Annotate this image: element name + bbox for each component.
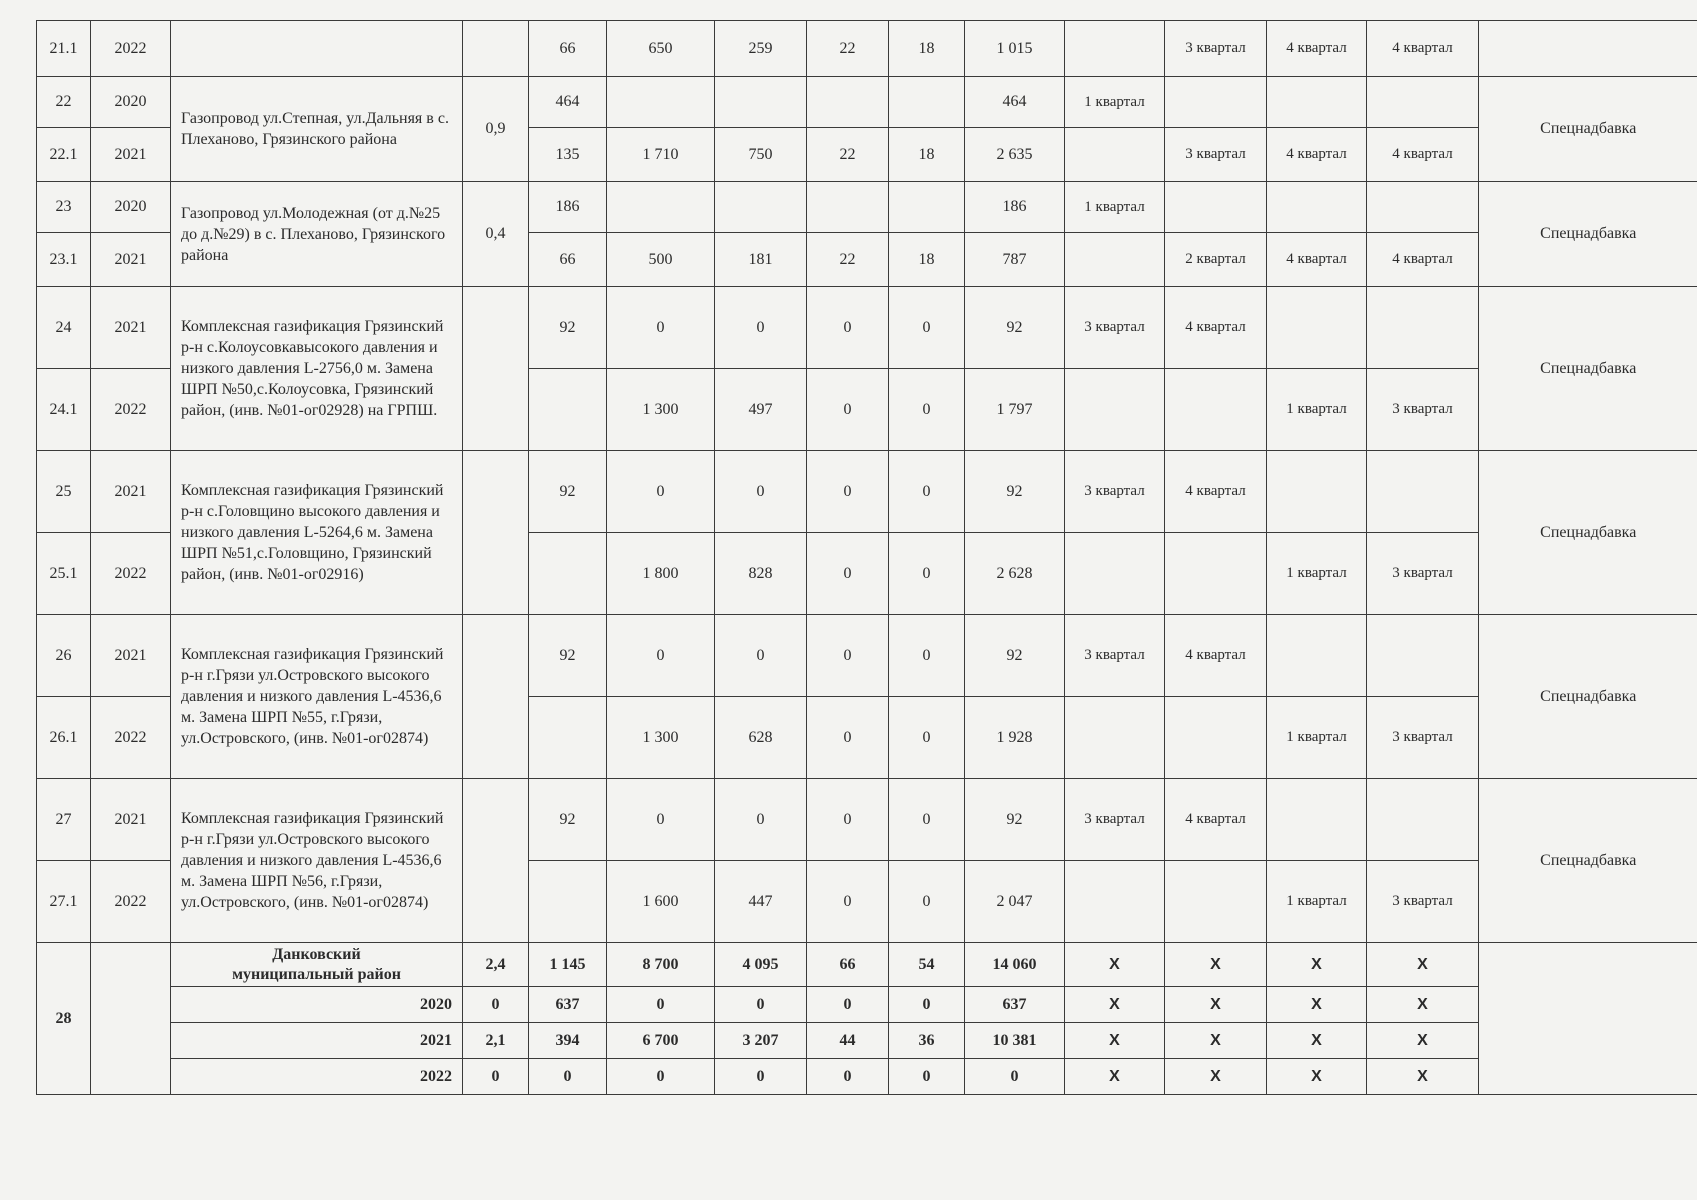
- summary-value: 0: [529, 1059, 607, 1095]
- summary-value: 0: [889, 1059, 965, 1095]
- row-number: 23: [37, 182, 91, 233]
- x-mark: X: [1267, 1023, 1367, 1059]
- quarter-cell: [1065, 233, 1165, 287]
- value-cell: [889, 77, 965, 128]
- quarter-cell: [1165, 533, 1267, 615]
- x-mark: X: [1165, 1059, 1267, 1095]
- value-cell: 18: [889, 21, 965, 77]
- summary-total: 14 060: [965, 943, 1065, 987]
- total-cell: 1 015: [965, 21, 1065, 77]
- summary-value: 36: [889, 1023, 965, 1059]
- value-cell: 0: [889, 697, 965, 779]
- row-number: 23.1: [37, 233, 91, 287]
- summary-value: 0: [715, 1059, 807, 1095]
- quarter-cell: 4 квартал: [1367, 233, 1479, 287]
- description-cell: Газопровод ул.Степная, ул.Дальняя в с. Плеханово, Грязинского района: [171, 77, 463, 182]
- summary-value: 44: [807, 1023, 889, 1059]
- row-number: 26: [37, 615, 91, 697]
- quarter-cell: 1 квартал: [1267, 861, 1367, 943]
- x-mark: X: [1165, 1023, 1267, 1059]
- value-cell: 628: [715, 697, 807, 779]
- value-cell: 0: [889, 287, 965, 369]
- summary-total: 10 381: [965, 1023, 1065, 1059]
- row-year: 2021: [91, 287, 171, 369]
- value-cell: 18: [889, 233, 965, 287]
- summary-length: 2,4: [463, 943, 529, 987]
- quarter-cell: [1367, 451, 1479, 533]
- row-year: 2022: [91, 861, 171, 943]
- row-year: 2022: [91, 21, 171, 77]
- length-cell: [463, 615, 529, 779]
- description-cell: Газопровод ул.Молодежная (от д.№25 до д.№29) в с. Плеханово, Грязинского района: [171, 182, 463, 287]
- value-cell: 1 800: [607, 533, 715, 615]
- value-cell: [889, 182, 965, 233]
- row-year: 2021: [91, 233, 171, 287]
- quarter-cell: [1165, 77, 1267, 128]
- value-cell: 650: [607, 21, 715, 77]
- row-number: 22: [37, 77, 91, 128]
- quarter-cell: [1267, 182, 1367, 233]
- value-cell: 22: [807, 21, 889, 77]
- row-number: 25.1: [37, 533, 91, 615]
- summary-year-label: 2022: [171, 1059, 463, 1095]
- value-cell: [807, 77, 889, 128]
- summary-value: 0: [607, 987, 715, 1023]
- row-year: 2020: [91, 77, 171, 128]
- summary-year-label: 2021: [171, 1023, 463, 1059]
- x-mark: X: [1065, 1023, 1165, 1059]
- value-cell: [807, 182, 889, 233]
- value-cell: 0: [715, 779, 807, 861]
- value-cell: 0: [807, 451, 889, 533]
- total-cell: 186: [965, 182, 1065, 233]
- value-cell: 0: [715, 287, 807, 369]
- quarter-cell: 4 квартал: [1367, 128, 1479, 182]
- quarter-cell: 4 квартал: [1367, 21, 1479, 77]
- x-mark: X: [1165, 943, 1267, 987]
- row-year: 2021: [91, 128, 171, 182]
- row-year: 2022: [91, 697, 171, 779]
- value-cell: 0: [807, 861, 889, 943]
- value-cell: 447: [715, 861, 807, 943]
- quarter-cell: [1165, 697, 1267, 779]
- description-cell: Комплексная газификация Грязинский р-н г.Грязи ул.Островского высокого давления и низкого давления L-4536,6 м. Замена ШРП №56, г.Грязи, ул.Островского, (инв. №01-ог02874): [171, 779, 463, 943]
- value-cell: 259: [715, 21, 807, 77]
- length-cell: 0,4: [463, 182, 529, 287]
- note-cell: Спецнадбавка: [1479, 287, 1697, 451]
- table-row: [37, 77, 1697, 128]
- total-cell: 1 928: [965, 697, 1065, 779]
- description-cell: Комплексная газификация Грязинский р-н с.Колоусовкавысокого давления и низкого давления L-2756,0 м. Замена ШРП №50,с.Колоусовка, Грязинский район, (инв. №01-ог02928) на ГРПШ.: [171, 287, 463, 451]
- value-cell: [607, 77, 715, 128]
- value-cell: 0: [807, 697, 889, 779]
- value-cell: 18: [889, 128, 965, 182]
- length-cell: [463, 287, 529, 451]
- quarter-cell: 3 квартал: [1367, 697, 1479, 779]
- value-cell: [607, 182, 715, 233]
- quarter-cell: [1267, 77, 1367, 128]
- quarter-cell: [1367, 287, 1479, 369]
- quarter-cell: [1367, 615, 1479, 697]
- x-mark: X: [1267, 943, 1367, 987]
- description-cell: Комплексная газификация Грязинский р-н с.Головщино высокого давления и низкого давления L-5264,6 м. Замена ШРП №51,с.Головщино, Грязинский район, (инв. №01-ог02916): [171, 451, 463, 615]
- row-number: 25: [37, 451, 91, 533]
- quarter-cell: [1065, 533, 1165, 615]
- value-cell: 66: [529, 233, 607, 287]
- x-mark: X: [1065, 1059, 1165, 1095]
- quarter-cell: 3 квартал: [1065, 779, 1165, 861]
- row-number: 21.1: [37, 21, 91, 77]
- x-mark: X: [1267, 987, 1367, 1023]
- quarter-cell: 1 квартал: [1065, 182, 1165, 233]
- row-year: 2021: [91, 615, 171, 697]
- summary-value: 637: [529, 987, 607, 1023]
- quarter-cell: 1 квартал: [1267, 533, 1367, 615]
- row-year: 2021: [91, 779, 171, 861]
- description-cell: Комплексная газификация Грязинский р-н г.Грязи ул.Островского высокого давления и низкого давления L-4536,6 м. Замена ШРП №55, г.Грязи, ул.Островского, (инв. №01-ог02874): [171, 615, 463, 779]
- value-cell: 497: [715, 369, 807, 451]
- value-cell: 1 600: [607, 861, 715, 943]
- length-cell: [463, 451, 529, 615]
- total-cell: 92: [965, 451, 1065, 533]
- table-row: [37, 287, 1697, 369]
- table-row: [37, 615, 1697, 697]
- row-year: 2021: [91, 451, 171, 533]
- quarter-cell: [1367, 779, 1479, 861]
- quarter-cell: 1 квартал: [1267, 697, 1367, 779]
- value-cell: 66: [529, 21, 607, 77]
- row-number: 26.1: [37, 697, 91, 779]
- total-cell: 2 635: [965, 128, 1065, 182]
- quarter-cell: 4 квартал: [1165, 615, 1267, 697]
- value-cell: 92: [529, 615, 607, 697]
- value-cell: 0: [607, 779, 715, 861]
- value-cell: 0: [807, 779, 889, 861]
- quarter-cell: [1367, 182, 1479, 233]
- length-cell: [463, 779, 529, 943]
- quarter-cell: 3 квартал: [1065, 287, 1165, 369]
- value-cell: 0: [807, 533, 889, 615]
- row-number: 22.1: [37, 128, 91, 182]
- quarter-cell: [1065, 697, 1165, 779]
- table-row: [37, 182, 1697, 233]
- quarter-cell: 3 квартал: [1367, 369, 1479, 451]
- table-row: [37, 451, 1697, 533]
- total-cell: 2 628: [965, 533, 1065, 615]
- value-cell: 0: [807, 287, 889, 369]
- x-mark: X: [1367, 1059, 1479, 1095]
- quarter-cell: 3 квартал: [1165, 128, 1267, 182]
- value-cell: 0: [607, 287, 715, 369]
- value-cell: 0: [889, 861, 965, 943]
- quarter-cell: 3 квартал: [1367, 533, 1479, 615]
- summary-length: 0: [463, 1059, 529, 1095]
- quarter-cell: 1 квартал: [1267, 369, 1367, 451]
- summary-title-line1: Данковский: [272, 945, 361, 963]
- quarter-cell: 1 квартал: [1065, 77, 1165, 128]
- summary-total: 0: [965, 1059, 1065, 1095]
- value-cell: [529, 369, 607, 451]
- summary-total: 637: [965, 987, 1065, 1023]
- x-mark: X: [1065, 987, 1165, 1023]
- value-cell: 22: [807, 128, 889, 182]
- description-cell: [171, 21, 463, 77]
- note-cell: Спецнадбавка: [1479, 615, 1697, 779]
- summary-value: 54: [889, 943, 965, 987]
- x-mark: X: [1165, 987, 1267, 1023]
- summary-value: 0: [607, 1059, 715, 1095]
- quarter-cell: 4 квартал: [1267, 128, 1367, 182]
- row-number: 27.1: [37, 861, 91, 943]
- value-cell: 0: [715, 615, 807, 697]
- value-cell: [529, 861, 607, 943]
- summary-value: 1 145: [529, 943, 607, 987]
- quarter-cell: [1065, 128, 1165, 182]
- summary-value: 4 095: [715, 943, 807, 987]
- value-cell: 0: [889, 533, 965, 615]
- quarter-cell: 4 квартал: [1267, 21, 1367, 77]
- summary-value: 0: [807, 987, 889, 1023]
- note-cell: [1479, 21, 1697, 77]
- value-cell: 22: [807, 233, 889, 287]
- quarter-cell: [1165, 182, 1267, 233]
- note-cell: Спецнадбавка: [1479, 182, 1697, 287]
- summary-value: 0: [889, 987, 965, 1023]
- total-cell: 92: [965, 615, 1065, 697]
- summary-length: 0: [463, 987, 529, 1023]
- summary-row: [37, 987, 1697, 1023]
- x-mark: X: [1367, 943, 1479, 987]
- value-cell: 0: [715, 451, 807, 533]
- value-cell: 0: [607, 615, 715, 697]
- quarter-cell: 4 квартал: [1267, 233, 1367, 287]
- quarter-cell: [1165, 369, 1267, 451]
- value-cell: 92: [529, 779, 607, 861]
- summary-note-cell: [1479, 943, 1697, 1095]
- summary-row: [37, 1023, 1697, 1059]
- quarter-cell: 4 квартал: [1165, 779, 1267, 861]
- total-cell: 92: [965, 779, 1065, 861]
- value-cell: 92: [529, 287, 607, 369]
- value-cell: 828: [715, 533, 807, 615]
- value-cell: 500: [607, 233, 715, 287]
- value-cell: 750: [715, 128, 807, 182]
- summary-row: [37, 943, 1697, 987]
- total-cell: 2 047: [965, 861, 1065, 943]
- summary-title-line2: муниципальный район: [232, 965, 401, 983]
- gas-pipeline-table: [36, 20, 1697, 1095]
- value-cell: 1 710: [607, 128, 715, 182]
- summary-number: 28: [37, 943, 91, 1095]
- note-cell: Спецнадбавка: [1479, 77, 1697, 182]
- value-cell: [715, 182, 807, 233]
- x-mark: X: [1267, 1059, 1367, 1095]
- summary-value: 394: [529, 1023, 607, 1059]
- quarter-cell: [1267, 615, 1367, 697]
- note-cell: Спецнадбавка: [1479, 451, 1697, 615]
- row-number: 24: [37, 287, 91, 369]
- summary-length: 2,1: [463, 1023, 529, 1059]
- summary-value: 0: [807, 1059, 889, 1095]
- row-year: 2022: [91, 369, 171, 451]
- value-cell: 135: [529, 128, 607, 182]
- quarter-cell: [1065, 21, 1165, 77]
- quarter-cell: [1267, 287, 1367, 369]
- value-cell: [529, 533, 607, 615]
- summary-row: [37, 1059, 1697, 1095]
- summary-value: 3 207: [715, 1023, 807, 1059]
- summary-year-label: 2020: [171, 987, 463, 1023]
- quarter-cell: 3 квартал: [1367, 861, 1479, 943]
- row-year: 2022: [91, 533, 171, 615]
- total-cell: 1 797: [965, 369, 1065, 451]
- quarter-cell: 2 квартал: [1165, 233, 1267, 287]
- quarter-cell: [1367, 77, 1479, 128]
- value-cell: 464: [529, 77, 607, 128]
- quarter-cell: [1065, 369, 1165, 451]
- value-cell: 1 300: [607, 697, 715, 779]
- summary-value: 8 700: [607, 943, 715, 987]
- quarter-cell: [1267, 779, 1367, 861]
- total-cell: 464: [965, 77, 1065, 128]
- row-number: 27: [37, 779, 91, 861]
- quarter-cell: [1065, 861, 1165, 943]
- value-cell: 0: [889, 615, 965, 697]
- quarter-cell: 3 квартал: [1165, 21, 1267, 77]
- value-cell: 0: [889, 369, 965, 451]
- value-cell: 0: [607, 451, 715, 533]
- summary-year-cell: [91, 943, 171, 1095]
- value-cell: 1 300: [607, 369, 715, 451]
- value-cell: 186: [529, 182, 607, 233]
- value-cell: 181: [715, 233, 807, 287]
- row-number: 24.1: [37, 369, 91, 451]
- length-cell: [463, 21, 529, 77]
- total-cell: 787: [965, 233, 1065, 287]
- summary-title: [171, 943, 463, 987]
- value-cell: 0: [807, 615, 889, 697]
- quarter-cell: 4 квартал: [1165, 451, 1267, 533]
- summary-value: 66: [807, 943, 889, 987]
- quarter-cell: [1165, 861, 1267, 943]
- summary-value: 6 700: [607, 1023, 715, 1059]
- table-row: [37, 779, 1697, 861]
- quarter-cell: 3 квартал: [1065, 451, 1165, 533]
- row-year: 2020: [91, 182, 171, 233]
- x-mark: X: [1367, 1023, 1479, 1059]
- value-cell: 92: [529, 451, 607, 533]
- quarter-cell: [1267, 451, 1367, 533]
- summary-value: 0: [715, 987, 807, 1023]
- value-cell: 0: [889, 779, 965, 861]
- value-cell: [715, 77, 807, 128]
- quarter-cell: 3 квартал: [1065, 615, 1165, 697]
- table-row: [37, 21, 1697, 77]
- value-cell: [529, 697, 607, 779]
- total-cell: 92: [965, 287, 1065, 369]
- quarter-cell: 4 квартал: [1165, 287, 1267, 369]
- value-cell: 0: [889, 451, 965, 533]
- note-cell: Спецнадбавка: [1479, 779, 1697, 943]
- value-cell: 0: [807, 369, 889, 451]
- x-mark: X: [1065, 943, 1165, 987]
- x-mark: X: [1367, 987, 1479, 1023]
- length-cell: 0,9: [463, 77, 529, 182]
